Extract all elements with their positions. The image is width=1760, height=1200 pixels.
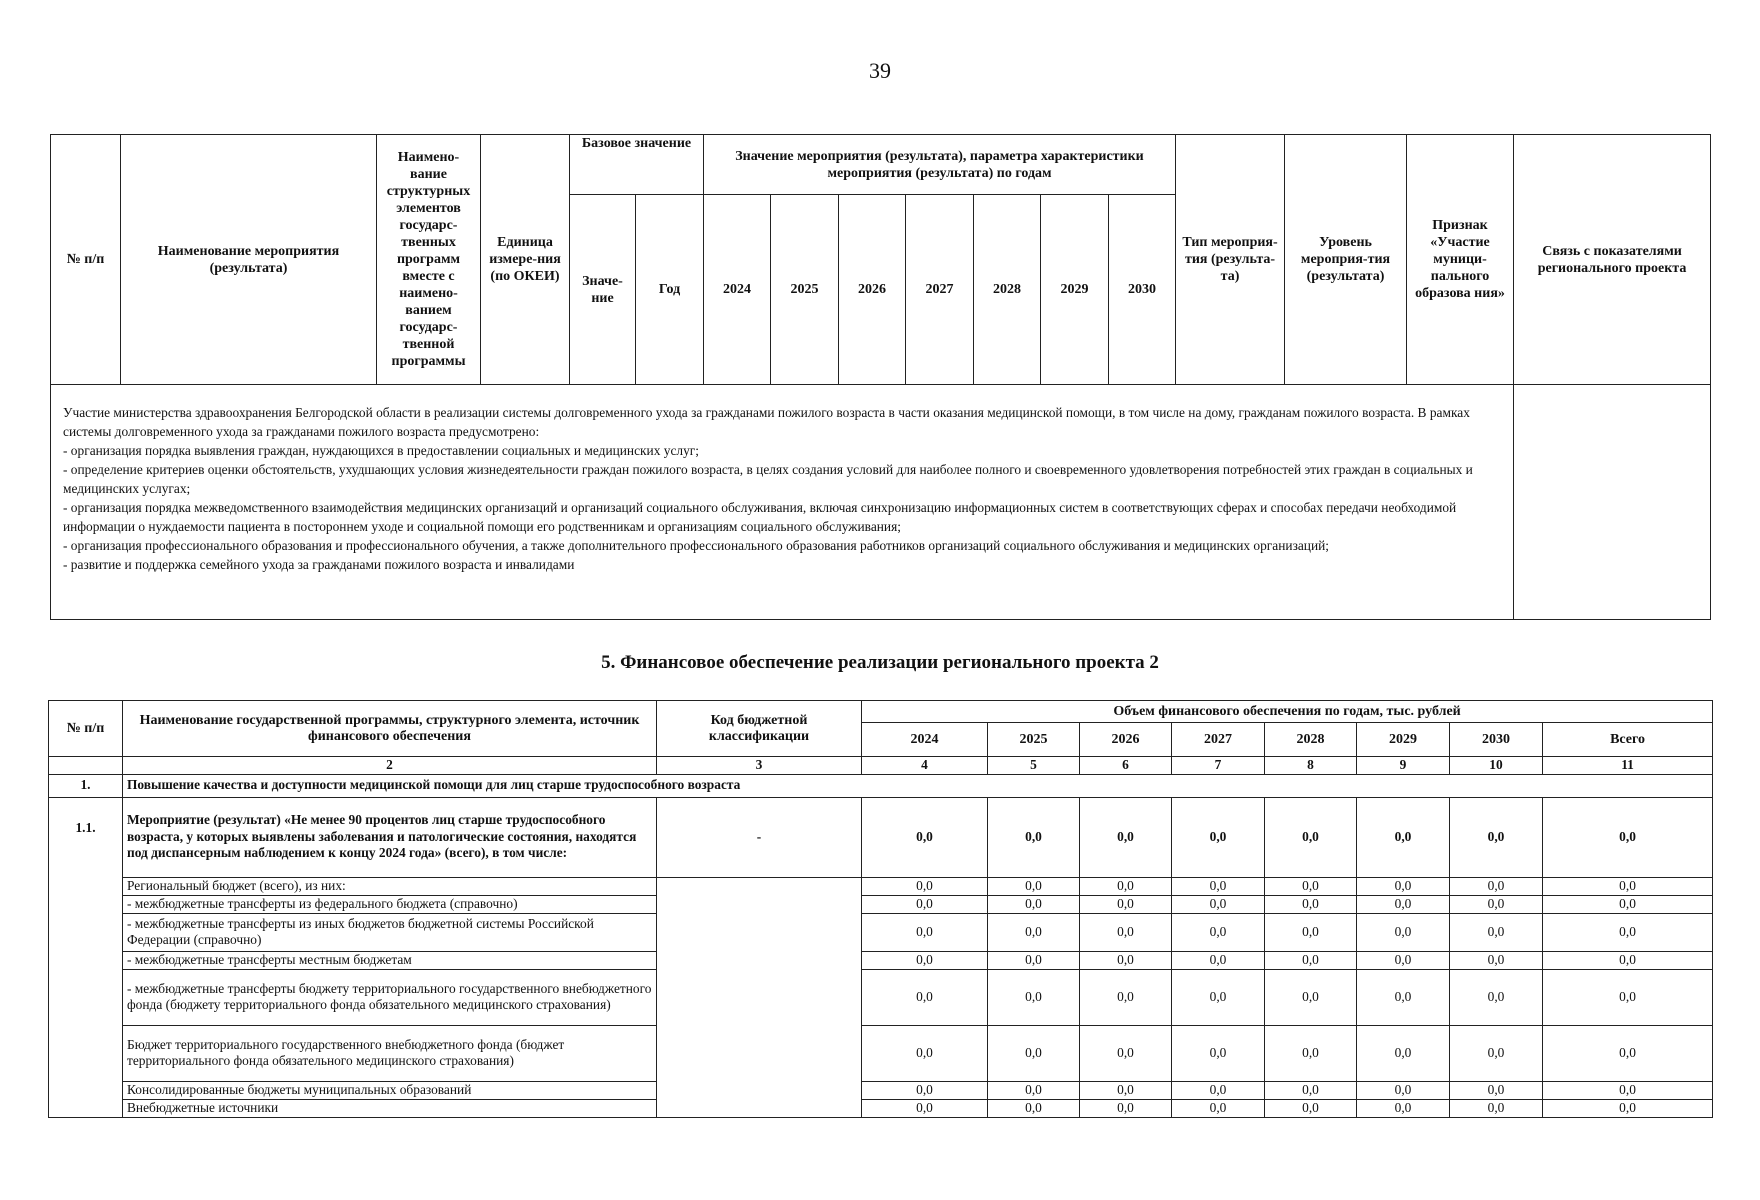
index-cell (49, 757, 123, 775)
event-value: 0,0 (862, 797, 988, 877)
source-value: 0,0 (862, 877, 988, 895)
source-value: 0,0 (1543, 1081, 1713, 1099)
description-line: - определение критериев оценки обстоятельств, ухудшающих условия жизнедеятельности граждан пожилого возраста, в целях создания условий для наиболее полного и своевременного удовлетворения потребностей этих граждан в социальных и медицинских услугах; (63, 462, 1473, 496)
source-name: - межбюджетные трансферты местным бюджетам (123, 951, 657, 969)
source-value: 0,0 (988, 895, 1080, 913)
event-num: 1.1. (49, 797, 123, 1117)
fin-header-year: 2025 (988, 723, 1080, 757)
source-value: 0,0 (988, 913, 1080, 951)
index-cell: 11 (1543, 757, 1713, 775)
source-value: 0,0 (988, 877, 1080, 895)
source-value: 0,0 (1080, 951, 1172, 969)
header-year: 2025 (771, 195, 839, 385)
source-value: 0,0 (1543, 969, 1713, 1025)
header-num: № п/п (51, 135, 121, 385)
source-value: 0,0 (1080, 1099, 1172, 1117)
section-title: 5. Финансовое обеспечение реализации регионального проекта 2 (601, 652, 1159, 673)
fin-header-total: Всего (1543, 723, 1713, 757)
source-value: 0,0 (1543, 1025, 1713, 1081)
header-name: Наименование мероприятия (результата) (121, 135, 377, 385)
source-value: 0,0 (1450, 913, 1543, 951)
source-value: 0,0 (1357, 1025, 1450, 1081)
source-name: Внебюджетные источники (123, 1099, 657, 1117)
event-value: 0,0 (1543, 797, 1713, 877)
header-link: Связь с показателями регионального проекта (1514, 135, 1711, 385)
description-line: Участие министерства здравоохранения Белгородской области в реализации системы долговременного ухода за гражданами пожилого возраста в части оказания медицинской помощи, в том числе на дому, гражданам пожилого возраста. В рамках системы долговременного ухода за гражданами пожилого возраста предусмотрено: (63, 405, 1470, 439)
header-struct: Наимено-вание структурных элементов государс-твенных программ вместе с наимено-ванием государс-твенной программы (377, 135, 481, 385)
fin-header-name: Наименование государственной программы, структурного элемента, источник финансового обеспечения (123, 701, 657, 757)
description-line: - организация порядка межведомственного взаимодействия медицинских организаций и организаций социального обслуживания, включая синхронизацию информационных систем в соответствующих сферах и способах передачи необходимой информации о нуждаемости пациента в постороннем уходе и социальной помощи его родственникам и организациям социального обслуживания; (63, 500, 1457, 534)
index-cell: 7 (1172, 757, 1265, 775)
index-cell: 2 (123, 757, 657, 775)
event-description (51, 385, 1514, 620)
index-cell: 5 (988, 757, 1080, 775)
source-value: 0,0 (1450, 877, 1543, 895)
source-value: 0,0 (1172, 951, 1265, 969)
fin-header-year: 2030 (1450, 723, 1543, 757)
source-value: 0,0 (1543, 895, 1713, 913)
source-name: Консолидированные бюджеты муниципальных образований (123, 1081, 657, 1099)
source-value: 0,0 (988, 1081, 1080, 1099)
description-line: - организация профессионального образования и профессионального обучения, а также дополнительного профессионального образования работников организаций социального обслуживания и медицинских организаций; (63, 538, 1330, 553)
header-year: 2028 (974, 195, 1041, 385)
header-base-year: Год (636, 195, 704, 385)
source-value: 0,0 (1357, 1099, 1450, 1117)
source-value: 0,0 (1357, 951, 1450, 969)
source-value: 0,0 (1543, 913, 1713, 951)
index-cell: 10 (1450, 757, 1543, 775)
source-value: 0,0 (1265, 1099, 1357, 1117)
header-year: 2026 (839, 195, 906, 385)
fin-header-year: 2026 (1080, 723, 1172, 757)
source-value: 0,0 (1357, 969, 1450, 1025)
source-value: 0,0 (1265, 951, 1357, 969)
source-value: 0,0 (1357, 895, 1450, 913)
source-value: 0,0 (1450, 895, 1543, 913)
source-value: 0,0 (1450, 951, 1543, 969)
index-cell: 4 (862, 757, 988, 775)
source-value: 0,0 (1265, 913, 1357, 951)
description-line: - развитие и поддержка семейного ухода за гражданами пожилого возраста и инвалидами (63, 557, 575, 572)
source-value: 0,0 (1172, 969, 1265, 1025)
fin-header-num: № п/п (49, 701, 123, 757)
source-value: 0,0 (1172, 1099, 1265, 1117)
source-value: 0,0 (1450, 969, 1543, 1025)
event-table (50, 134, 1711, 620)
source-value: 0,0 (862, 969, 988, 1025)
event-name: Мероприятие (результат) «Не менее 90 процентов лиц старше трудоспособного возраста, у которых выявлены заболевания и патологические состояния, находятся под диспансерным наблюдением к концу 2024 года» (всего), в том числе: (123, 797, 657, 877)
event-value: 0,0 (988, 797, 1080, 877)
header-type: Тип мероприя-тия (результа-та) (1176, 135, 1285, 385)
header-values-group: Значение мероприятия (результата), параметра характеристики мероприятия (результата) по годам (704, 135, 1176, 195)
source-value: 0,0 (1080, 969, 1172, 1025)
section-row-num: 1. (49, 774, 123, 797)
source-value: 0,0 (988, 1025, 1080, 1081)
source-value: 0,0 (1543, 1099, 1713, 1117)
fin-header-year: 2024 (862, 723, 988, 757)
header-base: Базовое значение (570, 135, 704, 195)
source-value: 0,0 (988, 1099, 1080, 1117)
index-cell: 6 (1080, 757, 1172, 775)
event-value: 0,0 (1357, 797, 1450, 877)
source-value: 0,0 (1080, 913, 1172, 951)
source-value: 0,0 (1172, 1025, 1265, 1081)
page-number: 39 (869, 58, 891, 83)
header-level: Уровень мероприя-тия (результата) (1285, 135, 1407, 385)
index-cell: 9 (1357, 757, 1450, 775)
source-value: 0,0 (1080, 895, 1172, 913)
source-value: 0,0 (1450, 1081, 1543, 1099)
source-value: 0,0 (1450, 1025, 1543, 1081)
source-value: 0,0 (1172, 877, 1265, 895)
source-value: 0,0 (862, 1081, 988, 1099)
source-name: - межбюджетные трансферты бюджету территориального государственного внебюджетного фонда (бюджету территориального фонда обязательного медицинского страхования) (123, 969, 657, 1025)
source-value: 0,0 (1265, 1025, 1357, 1081)
description-line: - организация порядка выявления граждан, нуждающихся в предоставлении социальных и медицинских услуг; (63, 443, 699, 458)
source-value: 0,0 (1265, 877, 1357, 895)
source-name: Региональный бюджет (всего), из них: (123, 877, 657, 895)
header-year: 2027 (906, 195, 974, 385)
fin-header-year: 2027 (1172, 723, 1265, 757)
event-value: 0,0 (1450, 797, 1543, 877)
source-name: - межбюджетные трансферты из иных бюджетов бюджетной системы Российской Федерации (справочно) (123, 913, 657, 951)
header-year: 2029 (1041, 195, 1109, 385)
event-value: 0,0 (1172, 797, 1265, 877)
source-value: 0,0 (1172, 1081, 1265, 1099)
index-cell: 3 (657, 757, 862, 775)
source-value: 0,0 (1543, 877, 1713, 895)
source-value: 0,0 (1080, 877, 1172, 895)
header-year: 2024 (704, 195, 771, 385)
source-value: 0,0 (1172, 913, 1265, 951)
header-municipal: Признак «Участие муници-пального образова ния» (1407, 135, 1514, 385)
source-value: 0,0 (1265, 1081, 1357, 1099)
event-value: 0,0 (1080, 797, 1172, 877)
header-unit: Единица измере-ния (по ОКЕИ) (481, 135, 570, 385)
event-value: 0,0 (1265, 797, 1357, 877)
source-value: 0,0 (1172, 895, 1265, 913)
index-cell: 8 (1265, 757, 1357, 775)
source-value: 0,0 (1080, 1025, 1172, 1081)
fin-header-volume: Объем финансового обеспечения по годам, тыс. рублей (862, 701, 1713, 723)
link-cell-empty (1514, 385, 1711, 620)
source-value: 0,0 (1543, 951, 1713, 969)
source-value: 0,0 (862, 1099, 988, 1117)
fin-header-code: Код бюджетной классификации (657, 701, 862, 757)
source-name: - межбюджетные трансферты из федерального бюджета (справочно) (123, 895, 657, 913)
source-value: 0,0 (862, 1025, 988, 1081)
section-row-text: Повышение качества и доступности медицинской помощи для лиц старше трудоспособного возраста (123, 774, 1713, 797)
source-value: 0,0 (1357, 1081, 1450, 1099)
header-base-value: Значе-ние (570, 195, 636, 385)
source-value: 0,0 (862, 895, 988, 913)
source-value: 0,0 (1357, 913, 1450, 951)
source-name: Бюджет территориального государственного внебюджетного фонда (бюджет территориального фонда обязательного медицинского страхования) (123, 1025, 657, 1081)
source-value: 0,0 (1357, 877, 1450, 895)
source-value: 0,0 (1080, 1081, 1172, 1099)
source-value: 0,0 (862, 951, 988, 969)
code-cell-empty (657, 877, 862, 1117)
header-year: 2030 (1109, 195, 1176, 385)
fin-header-year: 2029 (1357, 723, 1450, 757)
source-value: 0,0 (1265, 895, 1357, 913)
source-value: 0,0 (988, 969, 1080, 1025)
source-value: 0,0 (1265, 969, 1357, 1025)
finance-table (48, 700, 1713, 1118)
source-value: 0,0 (1450, 1099, 1543, 1117)
fin-header-year: 2028 (1265, 723, 1357, 757)
source-value: 0,0 (988, 951, 1080, 969)
event-code: - (657, 797, 862, 877)
source-value: 0,0 (862, 913, 988, 951)
